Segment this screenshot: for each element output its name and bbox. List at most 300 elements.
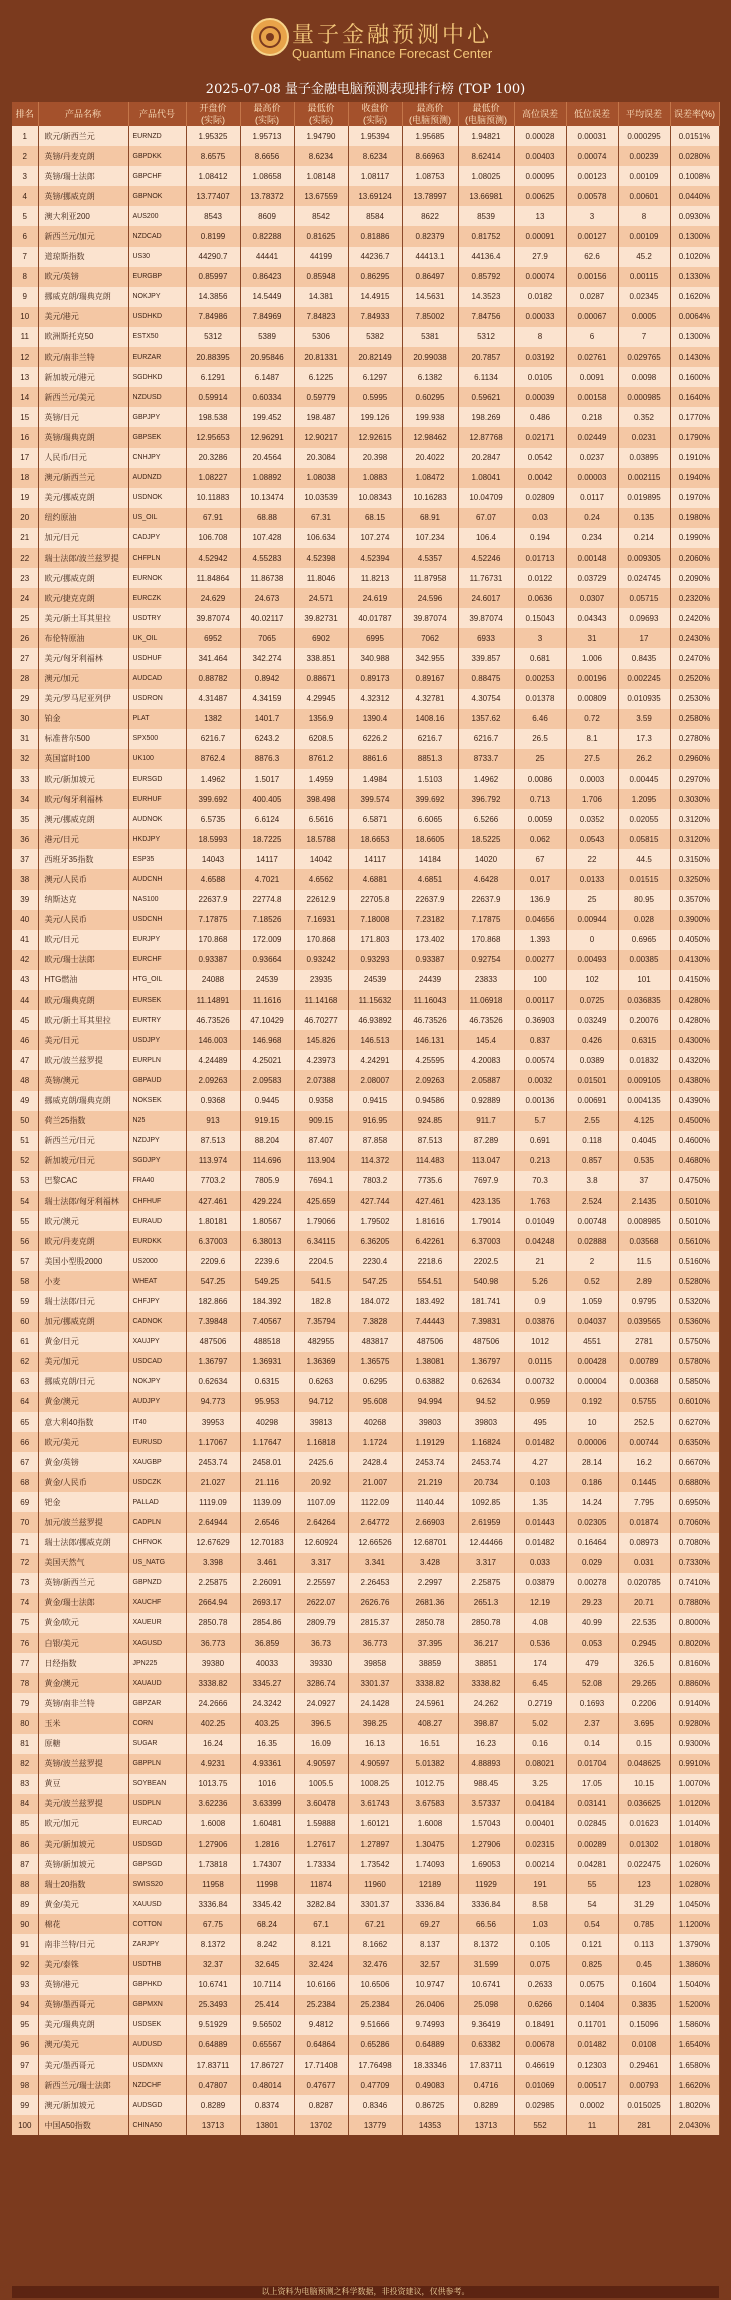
- table-cell: 1.94790: [294, 126, 348, 146]
- table-cell: 5312: [186, 327, 240, 347]
- table-cell: 6.1134: [458, 367, 514, 387]
- table-cell: 37: [618, 1171, 670, 1191]
- table-cell: 549.25: [240, 1271, 294, 1291]
- table-cell: 0.0091: [566, 367, 618, 387]
- table-cell: 487506: [186, 1332, 240, 1352]
- table-cell: 61: [12, 1332, 38, 1352]
- table-cell: 22637.9: [402, 890, 458, 910]
- table-cell: 0.00239: [618, 146, 670, 166]
- table-cell: 0.0182: [514, 287, 566, 307]
- table-cell: NZDUSD: [128, 387, 186, 407]
- table-cell: 24539: [240, 970, 294, 990]
- table-cell: 8.6234: [348, 146, 402, 166]
- table-cell: 21.027: [186, 1472, 240, 1492]
- table-cell: 7.85002: [402, 307, 458, 327]
- table-cell: 英镑/港元: [38, 1975, 128, 1995]
- table-cell: 11.87958: [402, 568, 458, 588]
- table-cell: 20: [12, 508, 38, 528]
- table-cell: 14117: [348, 849, 402, 869]
- table-cell: 3336.84: [186, 1894, 240, 1914]
- table-cell: 145.826: [294, 1030, 348, 1050]
- table-row: [12, 1814, 719, 1834]
- table-cell: 0.0307: [566, 588, 618, 608]
- table-cell: EURJPY: [128, 930, 186, 950]
- table-cell: USDSEK: [128, 2015, 186, 2035]
- table-cell: 0.020785: [618, 1573, 670, 1593]
- table-cell: 94.52: [458, 1392, 514, 1412]
- table-cell: GBPSEK: [128, 427, 186, 447]
- table-cell: 252.5: [618, 1412, 670, 1432]
- table-cell: 8.1372: [186, 1934, 240, 1954]
- table-cell: 1.1724: [348, 1432, 402, 1452]
- table-cell: XAGUSD: [128, 1633, 186, 1653]
- table-cell: 17.3: [618, 729, 670, 749]
- table-cell: 340.988: [348, 648, 402, 668]
- table-cell: 16.51: [402, 1734, 458, 1754]
- table-cell: 78: [12, 1673, 38, 1693]
- table-row: [12, 809, 719, 829]
- table-cell: SPX500: [128, 729, 186, 749]
- table-cell: 0.019895: [618, 488, 670, 508]
- table-cell: NZDCAD: [128, 226, 186, 246]
- table-cell: 0.00809: [566, 689, 618, 709]
- table-cell: 191: [514, 1874, 566, 1894]
- table-row: [12, 1553, 719, 1573]
- table-row: [12, 1251, 719, 1271]
- table-cell: 80: [12, 1713, 38, 1733]
- table-cell: 2202.5: [458, 1251, 514, 1271]
- table-cell: 38859: [402, 1653, 458, 1673]
- table-cell: 7.39831: [458, 1312, 514, 1332]
- table-cell: 6.6065: [402, 809, 458, 829]
- table-cell: 黄金/欧元: [38, 1613, 128, 1633]
- table-header-row: [12, 102, 719, 126]
- table-cell: 46: [12, 1030, 38, 1050]
- table-cell: 8584: [348, 206, 402, 226]
- table-cell: 11960: [348, 1874, 402, 1894]
- table-cell: 8733.7: [458, 749, 514, 769]
- table-cell: 1.73334: [294, 1854, 348, 1874]
- table-cell: 美元/加元: [38, 1352, 128, 1372]
- table-cell: 欧元/捷克克朗: [38, 588, 128, 608]
- table-cell: 82: [12, 1754, 38, 1774]
- table-cell: 5.26: [514, 1271, 566, 1291]
- table-cell: 25: [566, 890, 618, 910]
- table-cell: 26.2: [618, 749, 670, 769]
- table-row: [12, 307, 719, 327]
- table-cell: 1.57043: [458, 1814, 514, 1834]
- table-cell: 8542: [294, 206, 348, 226]
- table-cell: 0.00004: [566, 1372, 618, 1392]
- table-cell: 瑞士法郎/日元: [38, 1291, 128, 1311]
- table-cell: CORN: [128, 1713, 186, 1733]
- table-cell: GBPNZD: [128, 1573, 186, 1593]
- footer-disclaimer: 以上资料为电脑预测之科学数据，非投资建议，仅供参考。: [12, 2286, 719, 2298]
- table-row: [12, 849, 719, 869]
- table-cell: 12.66526: [348, 1533, 402, 1553]
- table-cell: 1390.4: [348, 709, 402, 729]
- table-cell: GBPMXN: [128, 1995, 186, 2015]
- table-cell: 0.92889: [458, 1091, 514, 1111]
- column-header: 最低价 (电脑预测): [458, 102, 514, 126]
- table-cell: 0.04281: [566, 1854, 618, 1874]
- table-cell: 24.3242: [240, 1693, 294, 1713]
- table-row: [12, 1472, 719, 1492]
- table-cell: SGDHKD: [128, 367, 186, 387]
- table-cell: 2850.78: [458, 1613, 514, 1633]
- table-cell: 0.00091: [514, 226, 566, 246]
- table-cell: 20.3286: [186, 448, 240, 468]
- table-cell: 港元/日元: [38, 829, 128, 849]
- table-cell: 2.09583: [240, 1070, 294, 1090]
- table-cell: 0.0542: [514, 448, 566, 468]
- table-cell: EURCHF: [128, 950, 186, 970]
- page-title: 2025-07-08 量子金融电脑预测表现排行榜 (TOP 100): [205, 82, 526, 97]
- table-row: [12, 749, 719, 769]
- table-cell: 1139.09: [240, 1492, 294, 1512]
- table-cell: 5389: [240, 327, 294, 347]
- table-cell: 10: [12, 307, 38, 327]
- table-cell: 87: [12, 1854, 38, 1874]
- table-cell: US_OIL: [128, 508, 186, 528]
- table-cell: 541.5: [294, 1271, 348, 1291]
- table-cell: 19: [12, 488, 38, 508]
- table-cell: GBPCHF: [128, 166, 186, 186]
- table-row: [12, 1191, 719, 1211]
- table-cell: 1.80181: [186, 1211, 240, 1231]
- table-cell: 0.053: [566, 1633, 618, 1653]
- table-cell: 新西兰元/加元: [38, 226, 128, 246]
- table-cell: 17.76498: [348, 2055, 402, 2075]
- table-cell: 中国A50指数: [38, 2115, 128, 2135]
- table-cell: 0.94586: [402, 1091, 458, 1111]
- table-cell: 0.1300%: [670, 327, 719, 347]
- table-row: [12, 1754, 719, 1774]
- table-cell: 12.98462: [402, 427, 458, 447]
- table-cell: GBPHKD: [128, 1975, 186, 1995]
- table-cell: 62: [12, 1352, 38, 1372]
- table-cell: 107.428: [240, 528, 294, 548]
- table-cell: 114.483: [402, 1151, 458, 1171]
- table-cell: 0.015025: [618, 2095, 670, 2115]
- table-row: [12, 468, 719, 488]
- table-cell: 0.85997: [186, 267, 240, 287]
- table-row: [12, 1653, 719, 1673]
- table-row: [12, 427, 719, 447]
- table-cell: UK100: [128, 749, 186, 769]
- table-row: [12, 729, 719, 749]
- table-cell: 欧元/丹麦克朗: [38, 1231, 128, 1251]
- table-cell: 8.137: [402, 1934, 458, 1954]
- table-cell: 80.95: [618, 890, 670, 910]
- table-cell: 425.659: [294, 1191, 348, 1211]
- table-cell: 0.00074: [514, 267, 566, 287]
- table-cell: 0.00123: [566, 166, 618, 186]
- column-header: 产品名称: [38, 102, 128, 126]
- table-cell: 1.79502: [348, 1211, 402, 1231]
- table-cell: 0.1790%: [670, 427, 719, 447]
- table-row: [12, 2015, 719, 2035]
- table-cell: 3: [12, 166, 38, 186]
- table-cell: 107.234: [402, 528, 458, 548]
- table-cell: 0.03568: [618, 1231, 670, 1251]
- table-cell: 23833: [458, 970, 514, 990]
- table-cell: 1.2816: [240, 1834, 294, 1854]
- table-cell: 1.006: [566, 648, 618, 668]
- table-cell: 0.9368: [186, 1091, 240, 1111]
- table-cell: 0.837: [514, 1030, 566, 1050]
- table-cell: 欧元/加元: [38, 1814, 128, 1834]
- table-cell: 4.52942: [186, 548, 240, 568]
- table-row: [12, 1070, 719, 1090]
- table-cell: 8539: [458, 206, 514, 226]
- table-cell: 4.32781: [402, 689, 458, 709]
- table-cell: CADJPY: [128, 528, 186, 548]
- table-cell: 14.5631: [402, 287, 458, 307]
- table-cell: 8.242: [240, 1934, 294, 1954]
- table-cell: 199.452: [240, 407, 294, 427]
- table-cell: 0.3150%: [670, 849, 719, 869]
- table-row: [12, 2035, 719, 2055]
- table-cell: 6933: [458, 628, 514, 648]
- table-cell: 1.08038: [294, 468, 348, 488]
- table-cell: 83: [12, 1774, 38, 1794]
- table-cell: 0.05715: [618, 588, 670, 608]
- table-cell: 3345.42: [240, 1894, 294, 1914]
- table-row: [12, 588, 719, 608]
- table-cell: 0.2320%: [670, 588, 719, 608]
- table-cell: 0.00691: [566, 1091, 618, 1111]
- table-cell: 36.773: [186, 1633, 240, 1653]
- table-cell: 3.341: [348, 1553, 402, 1573]
- table-cell: 14.24: [566, 1492, 618, 1512]
- table-cell: 7.84986: [186, 307, 240, 327]
- table-cell: 0.00196: [566, 669, 618, 689]
- table-cell: 0.0287: [566, 287, 618, 307]
- table-cell: 7.18008: [348, 910, 402, 930]
- table-cell: 0.2206: [618, 1693, 670, 1713]
- table-cell: 0.60334: [240, 387, 294, 407]
- table-cell: 14.5449: [240, 287, 294, 307]
- table-cell: 114.696: [240, 1151, 294, 1171]
- table-cell: 0.186: [566, 1472, 618, 1492]
- table-row: [12, 166, 719, 186]
- table-cell: 25: [514, 749, 566, 769]
- table-cell: 0.01069: [514, 2075, 566, 2095]
- table-cell: 欧元/英镑: [38, 267, 128, 287]
- table-cell: 95.953: [240, 1392, 294, 1412]
- column-header: 最低价 (实际): [294, 102, 348, 126]
- table-cell: 17.83711: [458, 2055, 514, 2075]
- table-cell: 0.03: [514, 508, 566, 528]
- table-cell: 0.00793: [618, 2075, 670, 2095]
- table-cell: 0.59914: [186, 387, 240, 407]
- table-cell: 547.25: [348, 1271, 402, 1291]
- table-cell: EURGBP: [128, 267, 186, 287]
- table-cell: 11.84864: [186, 568, 240, 588]
- table-cell: 11.06918: [458, 990, 514, 1010]
- table-cell: 6.38013: [240, 1231, 294, 1251]
- table-cell: 0.00003: [566, 468, 618, 488]
- table-cell: 44290.7: [186, 247, 240, 267]
- table-cell: 0.009105: [618, 1070, 670, 1090]
- table-cell: 1.36931: [240, 1352, 294, 1372]
- table-cell: 0.00368: [618, 1372, 670, 1392]
- table-cell: 339.857: [458, 648, 514, 668]
- table-cell: 13.66981: [458, 186, 514, 206]
- column-header: 收盘价 (实际): [348, 102, 402, 126]
- table-cell: 3.461: [240, 1553, 294, 1573]
- table-cell: 14.381: [294, 287, 348, 307]
- brand-name-en: Quantum Finance Forecast Center: [292, 46, 493, 61]
- table-cell: 1.60481: [240, 1814, 294, 1834]
- table-cell: 0.01874: [618, 1512, 670, 1532]
- table-row: [12, 1955, 719, 1975]
- table-cell: 487506: [458, 1332, 514, 1352]
- table-cell: 20.7857: [458, 347, 514, 367]
- table-cell: 1012.75: [402, 1774, 458, 1794]
- table-row: [12, 769, 719, 789]
- table-cell: 24: [12, 588, 38, 608]
- table-cell: USDTRY: [128, 608, 186, 628]
- table-cell: 0.4750%: [670, 1171, 719, 1191]
- table-cell: 0.1910%: [670, 448, 719, 468]
- table-row: [12, 648, 719, 668]
- table-cell: 4: [12, 186, 38, 206]
- table-cell: 6.37003: [186, 1231, 240, 1251]
- table-cell: 澳元/挪威克朗: [38, 809, 128, 829]
- table-cell: 50: [12, 1111, 38, 1131]
- table-cell: 0.1640%: [670, 387, 719, 407]
- table-cell: 0.00401: [514, 1814, 566, 1834]
- table-cell: 1008.25: [348, 1774, 402, 1794]
- table-cell: 0.118: [566, 1131, 618, 1151]
- table-cell: 新加坡元/日元: [38, 1151, 128, 1171]
- table-body: [12, 126, 719, 2135]
- table-cell: 988.45: [458, 1774, 514, 1794]
- table-cell: 10.04709: [458, 488, 514, 508]
- table-cell: 90: [12, 1914, 38, 1934]
- table-cell: USDSGD: [128, 1834, 186, 1854]
- table-cell: 2: [12, 146, 38, 166]
- table-cell: 南非兰特/日元: [38, 1934, 128, 1954]
- table-cell: 7.35794: [294, 1312, 348, 1332]
- table-cell: 495: [514, 1412, 566, 1432]
- table-cell: UK_OIL: [128, 628, 186, 648]
- table-cell: 171.803: [348, 930, 402, 950]
- table-cell: AUDNOK: [128, 809, 186, 829]
- table-cell: 1005.5: [294, 1774, 348, 1794]
- table-row: [12, 990, 719, 1010]
- table-cell: 0.59621: [458, 387, 514, 407]
- table-cell: 919.15: [240, 1111, 294, 1131]
- table-cell: 39: [12, 890, 38, 910]
- table-cell: 7065: [240, 628, 294, 648]
- table-cell: 0.01501: [566, 1070, 618, 1090]
- table-cell: 0.00445: [618, 769, 670, 789]
- table-cell: 10.15: [618, 1774, 670, 1794]
- table-cell: 0.0231: [618, 427, 670, 447]
- table-cell: 2: [566, 1251, 618, 1271]
- table-row: [12, 970, 719, 990]
- table-cell: 24.262: [458, 1693, 514, 1713]
- table-row: [12, 1332, 719, 1352]
- table-cell: 6216.7: [186, 729, 240, 749]
- table-cell: 41: [12, 930, 38, 950]
- table-cell: 24088: [186, 970, 240, 990]
- table-cell: 0.81752: [458, 226, 514, 246]
- table-cell: 2809.79: [294, 1613, 348, 1633]
- table-cell: 4.30754: [458, 689, 514, 709]
- table-cell: 95: [12, 2015, 38, 2035]
- table-cell: 美元/新土耳其里拉: [38, 608, 128, 628]
- table-cell: 0.5780%: [670, 1352, 719, 1372]
- table-row: [12, 930, 719, 950]
- table-cell: 1.4962: [186, 769, 240, 789]
- table-cell: 12.87768: [458, 427, 514, 447]
- table-cell: SUGAR: [128, 1734, 186, 1754]
- table-row: [12, 1794, 719, 1814]
- table-row: [12, 1774, 719, 1794]
- column-header: 开盘价 (实际): [186, 102, 240, 126]
- table-cell: 2.89: [618, 1271, 670, 1291]
- table-cell: 12.44466: [458, 1533, 514, 1553]
- table-row: [12, 1131, 719, 1151]
- table-cell: 12.19: [514, 1593, 566, 1613]
- table-row: [12, 1673, 719, 1693]
- table-cell: 0.5160%: [670, 1251, 719, 1271]
- table-cell: 1.08025: [458, 166, 514, 186]
- table-cell: 13.77407: [186, 186, 240, 206]
- table-cell: 4.93361: [240, 1754, 294, 1774]
- table-cell: 0.0032: [514, 1070, 566, 1090]
- table-cell: EURNZD: [128, 126, 186, 146]
- table-cell: 新加坡元/港元: [38, 367, 128, 387]
- table-cell: 1092.85: [458, 1492, 514, 1512]
- table-cell: NAS100: [128, 890, 186, 910]
- table-cell: 0.02761: [566, 347, 618, 367]
- table-cell: HKDJPY: [128, 829, 186, 849]
- table-cell: 0.65286: [348, 2035, 402, 2055]
- table-cell: 12.96291: [240, 427, 294, 447]
- table-cell: 10.13474: [240, 488, 294, 508]
- table-cell: 0.3570%: [670, 890, 719, 910]
- table-cell: 5312: [458, 327, 514, 347]
- table-cell: 3336.84: [458, 1894, 514, 1914]
- table-cell: 6.6124: [240, 809, 294, 829]
- table-cell: 美元/日元: [38, 1030, 128, 1050]
- table-cell: 0.00517: [566, 2075, 618, 2095]
- table-row: [12, 508, 719, 528]
- table-cell: 483817: [348, 1332, 402, 1352]
- table-cell: 0.6350%: [670, 1432, 719, 1452]
- table-cell: 英镑/瑞士法郎: [38, 166, 128, 186]
- table-cell: 1107.09: [294, 1492, 348, 1512]
- table-cell: 100: [12, 2115, 38, 2135]
- table-cell: 14.3523: [458, 287, 514, 307]
- table-cell: 1.36369: [294, 1352, 348, 1372]
- table-cell: 20.88395: [186, 347, 240, 367]
- table-cell: 113.974: [186, 1151, 240, 1171]
- table-cell: 0.82379: [402, 226, 458, 246]
- table-cell: 7.84756: [458, 307, 514, 327]
- table-cell: 0.4050%: [670, 930, 719, 950]
- table-row: [12, 1713, 719, 1733]
- table-cell: 0.01049: [514, 1211, 566, 1231]
- table-row: [12, 2055, 719, 2075]
- table-cell: AUS200: [128, 206, 186, 226]
- table-cell: 4.125: [618, 1111, 670, 1131]
